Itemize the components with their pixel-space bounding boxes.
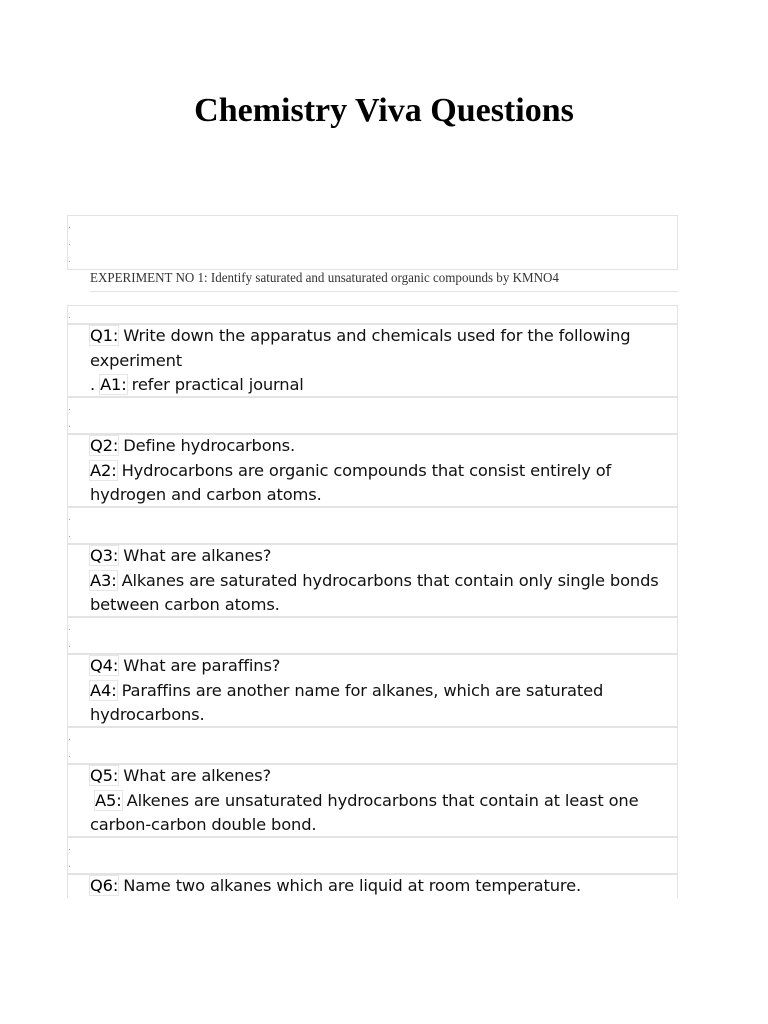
answer-label: A4: (90, 680, 117, 700)
question-label: Q3: (90, 546, 119, 565)
question-text: What are paraffins? (118, 656, 281, 675)
qa-item-3 (90, 544, 670, 618)
question-text: Write down the apparatus and chemicals used for the following experiment (90, 326, 631, 370)
dot-marks: . . (68, 403, 71, 430)
answer-label: A3: (90, 570, 117, 590)
answer-label: A1: (100, 375, 127, 394)
page-title: Chemistry Viva Questions (194, 92, 574, 129)
question-text: Name two alkanes which are liquid at room temperature. (118, 876, 581, 895)
qa-item-2 (90, 434, 670, 508)
answer-text: Alkenes are unsaturated hydrocarbons that contain at least one carbon-carbon double bond. (90, 790, 639, 834)
separator-box (67, 305, 678, 324)
qa-item-5 (90, 764, 670, 838)
dot-marks: . . . (68, 221, 71, 265)
qa-item-6 (90, 874, 670, 899)
dot-marks: . . (68, 843, 71, 870)
spacer-box (67, 215, 678, 270)
question-text: What are alkanes? (118, 546, 272, 565)
question-text: What are alkenes? (118, 766, 271, 785)
separator-box (67, 617, 678, 654)
answer-prefix: . (90, 375, 101, 394)
question-label: Q1: (90, 326, 119, 345)
separator-box (67, 727, 678, 764)
answer-text: Hydrocarbons are organic compounds that consist entirely of hydrogen and carbon atoms. (90, 460, 612, 504)
dot-marks: . . (68, 513, 71, 540)
dot-marks: . . (68, 623, 71, 650)
dot-marks: . (68, 311, 71, 321)
dot-marks: . . (68, 733, 71, 760)
qa-item-1 (90, 324, 670, 398)
answer-label: A2: (90, 460, 117, 480)
separator-box (67, 397, 678, 434)
question-text: Define hydrocarbons. (118, 436, 296, 455)
separator-box (67, 507, 678, 544)
question-label: Q5: (90, 766, 119, 785)
divider-line (90, 291, 678, 292)
answer-text: Alkanes are saturated hydrocarbons that contain only single bonds between carbon atoms. (90, 570, 659, 614)
question-label: Q6: (90, 876, 119, 895)
question-label: Q2: (90, 436, 119, 455)
question-label: Q4: (90, 656, 119, 675)
qa-item-4 (90, 654, 670, 728)
answer-text: Paraffins are another name for alkanes, which are saturated hydrocarbons. (90, 680, 604, 724)
separator-box (67, 837, 678, 874)
answer-label: A5: (95, 790, 122, 810)
experiment-heading: EXPERIMENT NO 1: Identify saturated and unsaturated organic compounds by KMNO4 (90, 271, 559, 286)
answer-text: refer practical journal (126, 375, 304, 394)
